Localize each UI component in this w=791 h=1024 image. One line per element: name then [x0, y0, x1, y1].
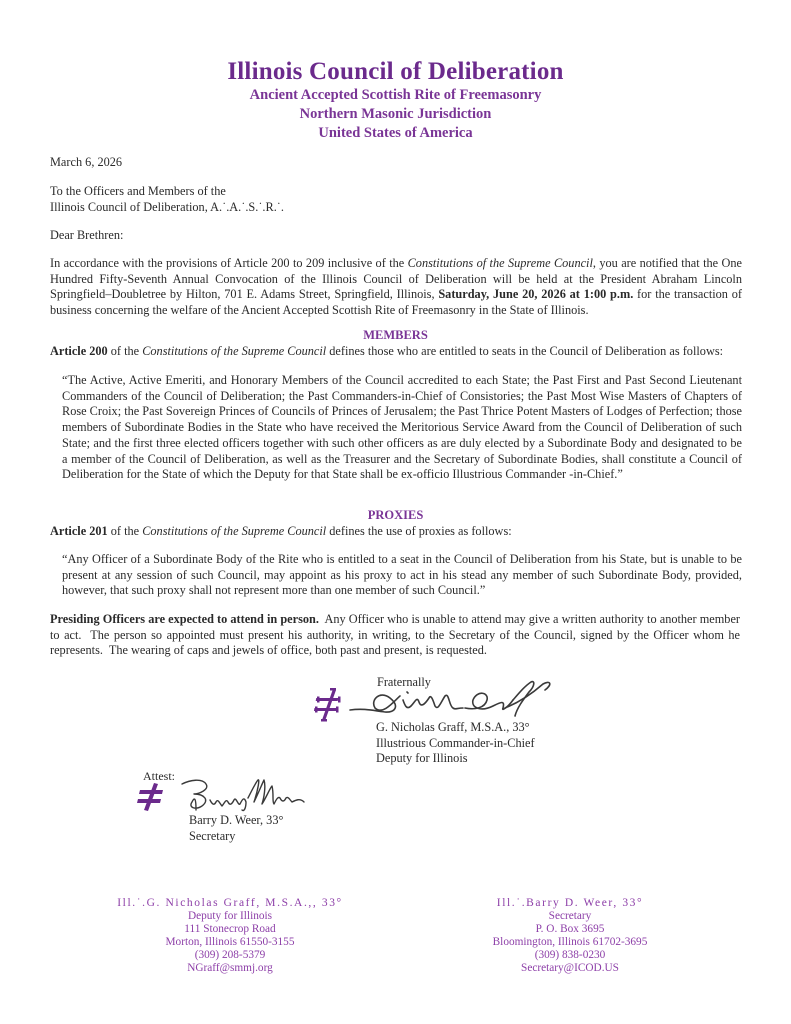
signer-1-block — [376, 720, 535, 767]
letter-date: March 6, 2026 — [50, 155, 123, 169]
patriarchal-cross-icon — [137, 782, 165, 812]
article-200-quote: “The Active, Active Emeriti, and Honorary Members of the Council accredited to each State; the Past First and Past Second Lieutenant Commanders of the Council of Deliberation; the Past Commanders-in-Chief of Consistories; the Past Most Wise Masters of Chapters of Rose Croix; the Past Sovereign Princes of Councils of Princes of Jerusalem; the Past Thrice Potent Masters of Lodges of Perfection; those members of Subordinate Bodies in the State who have received the Meritorious Service Award from the Council of Deliberation of such State; and the first three elected officers together with such other officers as are duly elected by a Subordinate Body and designated to be a member of the Council of Deliberation, as well as the Treasurer and the Secretary of Subordinate Bodies, shall constitute a Council of Deliberation for the State of which the Deputy for that State shall be ex-officio Illustrious Commander -in-Chief.” — [62, 373, 742, 482]
salutation: Dear Brethren: — [50, 228, 124, 242]
letterhead — [0, 58, 791, 143]
signer-1-role: Deputy for Illinois — [376, 751, 468, 766]
intro-text-3: for the transaction of business concerning the welfare of the Ancient Accepted Scottish Rite of Freemasonry in the State of Illinois. — [50, 287, 742, 317]
article-201-quote: “Any Officer of a Subordinate Body of the Rite who is entitled to a seat in the Council of Deliberation from his State, but is unable to be present at any session of such Council, may appoint as his proxy to act in his stead any member of such Subordinate Body, provided, however, that such proxy shall not represent more than one member of such Council.” — [62, 552, 742, 598]
footer-left-role: Deputy for Illinois — [187, 910, 273, 922]
masonic-cross-icon — [314, 688, 344, 722]
article-201-italic: Constitutions of the Supreme Council — [142, 524, 327, 538]
presiding-text: Any Officer who is unable to attend may give a written authority to another member to act. The person so appointed must present his authority, in writing, to the Secretary of the Council, signed by the Officer whom he represents. The wearing of caps and jewels of office, both past and present, is requested. — [50, 612, 744, 658]
article-200-text-post: defines those who are entitled to seats in the Council of Deliberation as follows: — [326, 344, 724, 358]
letterhead-subtitle-1: Ancient Accepted Scottish Rite of Freemasonry — [249, 87, 542, 103]
intro-italic-constitutions: Constitutions of the Supreme Council — [407, 256, 593, 270]
footer-contact-weer — [420, 897, 720, 975]
signer-2-title: Secretary — [189, 828, 236, 843]
footer-right-phone: (309) 838-0230 — [534, 949, 606, 961]
presiding-officers-paragraph — [50, 612, 744, 659]
footer-contact-graff — [80, 897, 380, 975]
letterhead-subtitle-2: Northern Masonic Jurisdiction — [299, 106, 492, 122]
article-200-label: Article 200 — [50, 344, 108, 358]
members-heading: MEMBERS — [363, 328, 428, 342]
footer-left-name: Ill.˙.G. Nicholas Graff, M.S.A.,, 33° — [117, 897, 343, 909]
signer-2-block — [189, 813, 283, 844]
proxies-heading: PROXIES — [367, 508, 424, 522]
footer-right-address-1: P. O. Box 3695 — [535, 923, 605, 935]
recipient-line-1: To the Officers and Members of the — [50, 184, 226, 198]
footer-right-address-2: Bloomington, Illinois 61702-3695 — [492, 936, 648, 948]
attest-label: Attest: — [143, 769, 175, 783]
signer-1-name: G. Nicholas Graff, M.S.A., 33° — [376, 720, 530, 734]
signer-2-name: Barry D. Weer, 33° — [189, 813, 284, 827]
letterhead-title: Illinois Council of Deliberation — [227, 58, 564, 85]
article-200-text-pre: of the — [107, 344, 143, 358]
article-201-label: Article 201 — [50, 524, 108, 538]
signature-graff — [345, 678, 560, 720]
presiding-bold: Presiding Officers are expected to attend in person. — [50, 612, 319, 626]
footer-right-email[interactable]: Secretary@ICOD.US — [521, 962, 619, 974]
letterhead-subtitle-3: United States of America — [318, 125, 473, 141]
article-200-italic: Constitutions of the Supreme Council — [142, 344, 327, 358]
article-201-intro — [50, 524, 770, 540]
footer-left-address-1: 111 Stonecrop Road — [184, 923, 276, 935]
closing-fraternally: Fraternally — [377, 675, 431, 689]
footer-left-address-2: Morton, Illinois 61550-3155 — [165, 936, 295, 948]
intro-text-1: In accordance with the provisions of Article 200 to 209 inclusive of the — [50, 256, 408, 270]
article-201-text-pre: of the — [107, 524, 143, 538]
footer-left-email[interactable]: NGraff@smmj.org — [187, 962, 273, 974]
recipient-address — [50, 184, 284, 215]
signature-weer — [180, 776, 320, 814]
footer-right-role: Secretary — [548, 910, 592, 922]
intro-bold-date: Saturday, June 20, 2026 at 1:00 p.m. — [438, 287, 634, 302]
article-200-intro — [50, 344, 770, 360]
footer-left-phone: (309) 208-5379 — [194, 949, 266, 961]
footer-right-name: Ill.˙.Barry D. Weer, 33° — [496, 897, 644, 909]
intro-text-2: , you are notified that the One Hundred Fifty-Seventh Annual Convocation of the Illinois Council of Deliberation will be held at the President Abraham Lincoln Springfield–Doubletree by Hilton, 701 E. Adams Street, Springfield, Illinois, — [50, 256, 742, 302]
signer-1-title: Illustrious Commander-in-Chief — [376, 735, 535, 750]
intro-paragraph — [50, 256, 742, 318]
article-201-text-post: defines the use of proxies as follows: — [326, 524, 512, 538]
recipient-line-2: Illinois Council of Deliberation, A.˙.A.˙.S.˙.R.˙. — [50, 199, 284, 214]
